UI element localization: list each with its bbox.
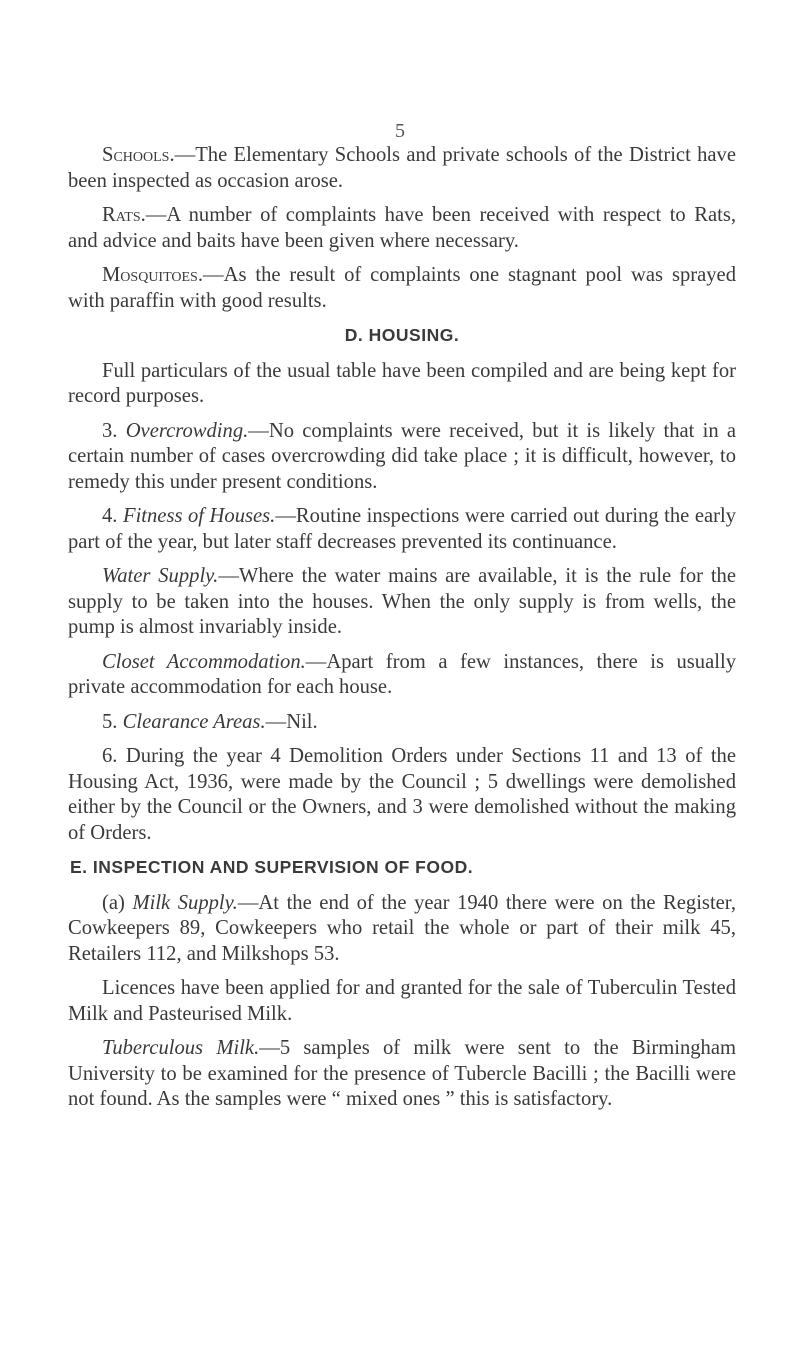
page-number: 5 bbox=[395, 120, 405, 142]
fitness-text: —Routine inspections were carried out during the early part of the year, but later staff decreases prevented its continuance. bbox=[68, 505, 737, 553]
overcrowding-title: Overcrowding. bbox=[125, 419, 249, 442]
mosquitoes-title: Mosquitoes. bbox=[102, 264, 203, 286]
clearance-text: —Nil. bbox=[265, 710, 318, 733]
overcrowding-text: —No complaints were received, but it is likely that in a certain number of cases overcrowding did take place ; it is difficult, however, to remedy this under present conditions. bbox=[68, 419, 736, 493]
housing-intro-paragraph: Full particulars of the usual table have been compiled and are being kept for record purposes. bbox=[68, 359, 736, 407]
clearance-title: Clearance Areas. bbox=[122, 710, 266, 733]
housing-heading: D. HOUSING. bbox=[344, 325, 460, 345]
clearance-paragraph bbox=[68, 710, 736, 736]
overcrowding-number: 3. bbox=[102, 419, 118, 442]
clearance-number: 5. bbox=[102, 710, 118, 733]
tuberculous-milk-paragraph bbox=[68, 1036, 736, 1113]
water-supply-text: —Where the water mains are available, it is the rule for the supply to be taken into the houses. When the only supply is from wells, the pump is almost invariably inside. bbox=[68, 565, 736, 638]
overcrowding-paragraph bbox=[68, 419, 736, 496]
closet-text: —Apart from a few instances, there is usually private accommodation for each house. bbox=[68, 650, 736, 698]
rats-paragraph bbox=[68, 203, 736, 254]
rats-title: Rats. bbox=[102, 204, 146, 226]
schools-text: —The Elementary Schools and private schools of the District have been inspected as occasion arose. bbox=[68, 144, 736, 192]
rats-text: —A number of complaints have been received with respect to Rats, and advice and baits have been given where necessary. bbox=[68, 204, 736, 252]
water-supply-paragraph bbox=[68, 564, 736, 641]
licences-paragraph: Licences have been applied for and granted for the sale of Tuberculin Tested Milk and Pasteurised Milk. bbox=[68, 977, 736, 1025]
water-supply-title: Water Supply. bbox=[102, 565, 219, 587]
fitness-paragraph bbox=[68, 504, 736, 555]
page-content bbox=[68, 143, 736, 1122]
milk-supply-text: —At the end of the year 1940 there were on the Register, Cowkeepers 89, Cowkeepers who retail the whole or part of their milk 45, Retailers 112, and Milkshops 53. bbox=[68, 891, 736, 965]
closet-title: Closet Accommodation. bbox=[102, 650, 306, 673]
milk-supply-paragraph bbox=[68, 891, 736, 968]
tuberculous-milk-title: Tuberculous Milk. bbox=[102, 1037, 260, 1059]
closet-paragraph bbox=[68, 650, 736, 701]
milk-supply-title: Milk Supply. bbox=[132, 891, 238, 914]
milk-supply-prefix: (a) bbox=[102, 891, 125, 914]
mosquitoes-paragraph bbox=[68, 263, 736, 314]
schools-paragraph bbox=[68, 143, 736, 194]
fitness-title: Fitness of Houses. bbox=[122, 505, 276, 527]
demolition-paragraph: 6. During the year 4 Demolition Orders under Sections 11 and 13 of the Housing Act, 1936, were made by the Council ; 5 dwellings were demolished either by the Council or the Owners, and 3 were demolished without the making of Orders. bbox=[68, 745, 736, 844]
mosquitoes-text: —As the result of complaints one stagnant pool was sprayed with paraffin with good results. bbox=[68, 264, 736, 312]
fitness-number: 4. bbox=[102, 505, 118, 527]
schools-title: Schools. bbox=[102, 144, 175, 166]
tuberculous-milk-text: —5 samples of milk were sent to the Birmingham University to be examined for the presence of Tubercle Bacilli ; the Bacilli were not found. As the samples were “ mixed ones ” this is satisfactory. bbox=[68, 1037, 736, 1110]
food-heading: E. INSPECTION AND SUPERVISION OF FOOD. bbox=[70, 857, 474, 877]
